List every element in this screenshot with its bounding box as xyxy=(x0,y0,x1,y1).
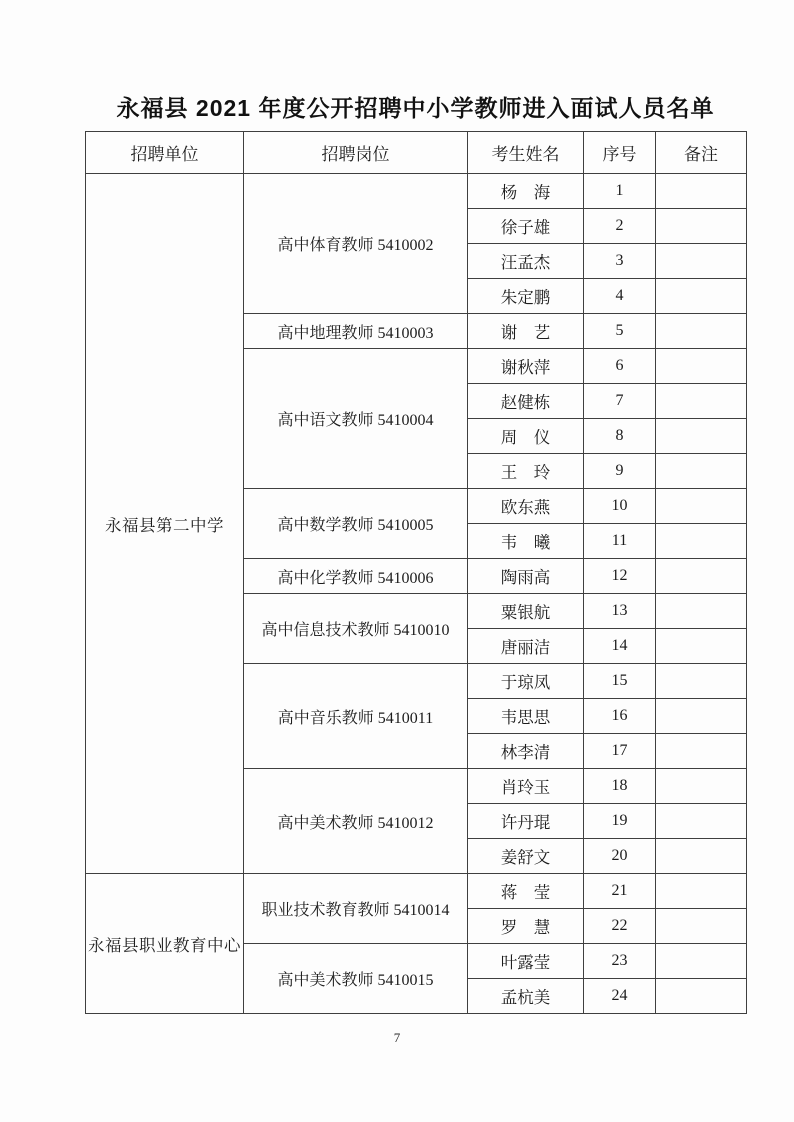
sequence-cell: 11 xyxy=(584,524,656,559)
candidate-name-cell: 许丹琨 xyxy=(468,804,584,839)
candidate-name-cell: 赵健栋 xyxy=(468,384,584,419)
sequence-cell: 1 xyxy=(584,174,656,209)
position-cell: 高中数学教师 5410005 xyxy=(244,489,468,559)
remark-cell xyxy=(656,909,747,944)
table-body xyxy=(86,174,747,1014)
sequence-cell: 5 xyxy=(584,314,656,349)
sequence-cell: 14 xyxy=(584,629,656,664)
remark-cell xyxy=(656,454,747,489)
header-row xyxy=(86,132,747,174)
remark-cell xyxy=(656,699,747,734)
page-number: 7 xyxy=(393,1030,401,1045)
position-cell: 高中美术教师 5410012 xyxy=(244,769,468,874)
remark-cell xyxy=(656,979,747,1014)
remark-cell xyxy=(656,629,747,664)
candidate-name-cell: 蒋 莹 xyxy=(468,874,584,909)
remark-cell xyxy=(656,874,747,909)
position-cell: 高中化学教师 5410006 xyxy=(244,559,468,594)
position-cell: 高中信息技术教师 5410010 xyxy=(244,594,468,664)
unit-cell: 永福县第二中学 xyxy=(86,174,244,874)
remark-cell xyxy=(656,664,747,699)
sequence-cell: 17 xyxy=(584,734,656,769)
candidate-name-cell: 韦 曦 xyxy=(468,524,584,559)
candidate-name-cell: 谢秋萍 xyxy=(468,349,584,384)
candidate-name-cell: 朱定鹏 xyxy=(468,279,584,314)
candidate-name-cell: 杨 海 xyxy=(468,174,584,209)
column-header-name: 考生姓名 xyxy=(468,132,584,174)
candidate-name-cell: 于琼凤 xyxy=(468,664,584,699)
sequence-cell: 23 xyxy=(584,944,656,979)
table-row xyxy=(86,874,747,909)
candidate-name-cell: 徐子雄 xyxy=(468,209,584,244)
candidate-name-cell: 林李清 xyxy=(468,734,584,769)
remark-cell xyxy=(656,804,747,839)
position-cell: 高中语文教师 5410004 xyxy=(244,349,468,489)
position-cell: 高中体育教师 5410002 xyxy=(244,174,468,314)
remark-cell xyxy=(656,524,747,559)
column-header-unit: 招聘单位 xyxy=(86,132,244,174)
sequence-cell: 13 xyxy=(584,594,656,629)
remark-cell xyxy=(656,594,747,629)
remark-cell xyxy=(656,349,747,384)
position-cell: 高中地理教师 5410003 xyxy=(244,314,468,349)
position-cell: 职业技术教育教师 5410014 xyxy=(244,874,468,944)
document-title: 永福县 2021 年度公开招聘中小学教师进入面试人员名单 xyxy=(116,95,715,121)
sequence-cell: 2 xyxy=(584,209,656,244)
remark-cell xyxy=(656,209,747,244)
column-header-position: 招聘岗位 xyxy=(244,132,468,174)
remark-cell xyxy=(656,244,747,279)
candidate-name-cell: 谢 艺 xyxy=(468,314,584,349)
remark-cell xyxy=(656,384,747,419)
sequence-cell: 10 xyxy=(584,489,656,524)
sequence-cell: 7 xyxy=(584,384,656,419)
sequence-cell: 20 xyxy=(584,839,656,874)
sequence-cell: 6 xyxy=(584,349,656,384)
candidate-name-cell: 汪孟杰 xyxy=(468,244,584,279)
candidate-name-cell: 欧东燕 xyxy=(468,489,584,524)
candidate-name-cell: 陶雨高 xyxy=(468,559,584,594)
remark-cell xyxy=(656,489,747,524)
sequence-cell: 9 xyxy=(584,454,656,489)
remark-cell xyxy=(656,314,747,349)
candidate-name-cell: 罗 慧 xyxy=(468,909,584,944)
unit-cell: 永福县职业教育中心 xyxy=(86,874,244,1014)
remark-cell xyxy=(656,174,747,209)
sequence-cell: 4 xyxy=(584,279,656,314)
sequence-cell: 16 xyxy=(584,699,656,734)
remark-cell xyxy=(656,734,747,769)
candidate-name-cell: 唐丽洁 xyxy=(468,629,584,664)
column-header-sequence: 序号 xyxy=(584,132,656,174)
remark-cell xyxy=(656,839,747,874)
candidate-name-cell: 叶露莹 xyxy=(468,944,584,979)
candidate-name-cell: 姜舒文 xyxy=(468,839,584,874)
candidate-name-cell: 周 仪 xyxy=(468,419,584,454)
sequence-cell: 24 xyxy=(584,979,656,1014)
table-row xyxy=(86,174,747,209)
column-header-remark: 备注 xyxy=(656,132,747,174)
sequence-cell: 3 xyxy=(584,244,656,279)
remark-cell xyxy=(656,769,747,804)
position-cell: 高中音乐教师 5410011 xyxy=(244,664,468,769)
candidate-name-cell: 王 玲 xyxy=(468,454,584,489)
sequence-cell: 19 xyxy=(584,804,656,839)
candidate-name-cell: 孟杭美 xyxy=(468,979,584,1014)
remark-cell xyxy=(656,419,747,454)
remark-cell xyxy=(656,559,747,594)
sequence-cell: 22 xyxy=(584,909,656,944)
candidate-name-cell: 韦思思 xyxy=(468,699,584,734)
remark-cell xyxy=(656,944,747,979)
sequence-cell: 8 xyxy=(584,419,656,454)
candidate-name-cell: 粟银航 xyxy=(468,594,584,629)
sequence-cell: 12 xyxy=(584,559,656,594)
sequence-cell: 18 xyxy=(584,769,656,804)
position-cell: 高中美术教师 5410015 xyxy=(244,944,468,1014)
candidates-table xyxy=(85,131,747,1014)
sequence-cell: 21 xyxy=(584,874,656,909)
remark-cell xyxy=(656,279,747,314)
sequence-cell: 15 xyxy=(584,664,656,699)
candidate-name-cell: 肖玲玉 xyxy=(468,769,584,804)
